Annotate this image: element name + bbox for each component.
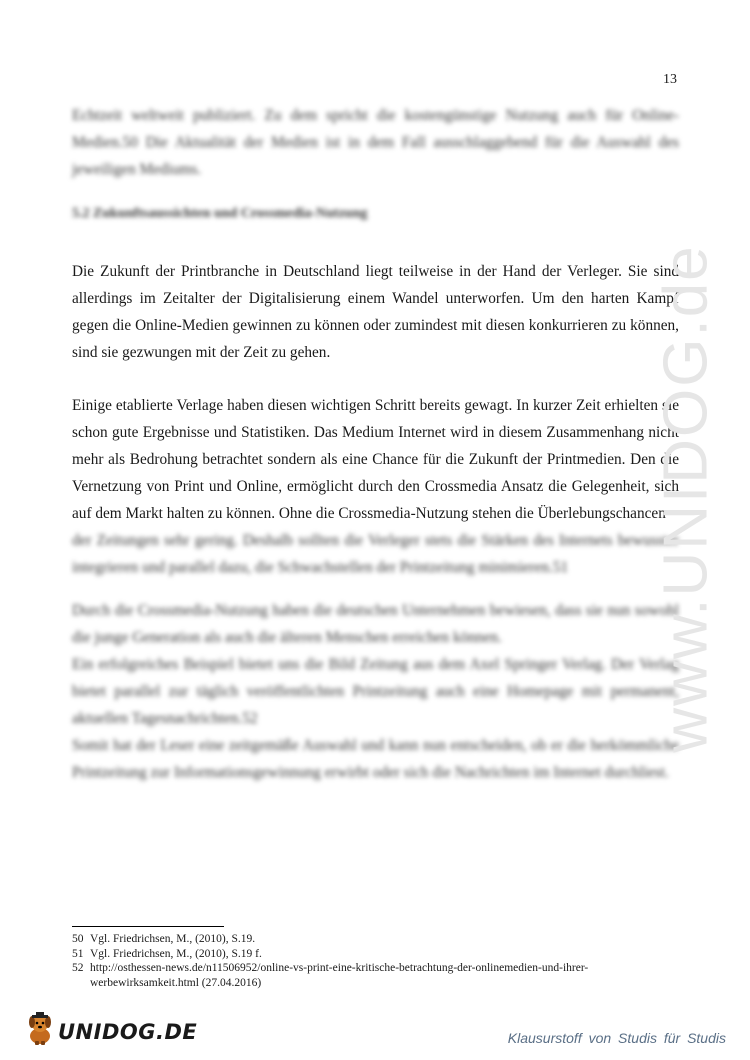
blurred-paragraph-top: Echtzeit weltweit publiziert. Zu dem spricht die kostengünstige Nutzung auch für Online-Medien.50 Die Aktualität der Medien ist in dem Fall ausschlaggebend für die Auswahl des jeweiligen Mediums. xyxy=(72,107,679,178)
footnote-51 xyxy=(72,947,672,962)
footnotes xyxy=(72,932,672,990)
blurred-paragraph-leser-auswahl: Somit hat der Leser eine zeitgemäße Auswahl und kann nun entscheiden, ob er die herkömmliche Printzeitung zur Informationsgewinnung erwirbt oder sich die Nachrichten im Internet durchliest. xyxy=(72,737,679,781)
footnote-divider xyxy=(72,926,224,927)
footnote-text: Vgl. Friedrichsen, M., (2010), S.19 f. xyxy=(90,947,262,960)
footnote-number: 50 xyxy=(72,933,84,945)
footnote-number: 51 xyxy=(72,947,84,960)
paragraph-etablierte-verlage-blurred: der Zeitungen sehr gering. Deshalb sollten die Verleger stets die Stärken des Internets bewusster integrieren und parallel dazu, die Schwachstellen der Printzeitung minimieren.51 xyxy=(72,532,679,576)
unidog-logo[interactable] xyxy=(24,1012,197,1046)
footnote-52 xyxy=(72,961,672,990)
footnote-number: 52 xyxy=(72,962,84,974)
paragraph-etablierte-verlage: Einige etablierte Verlage haben diesen wichtigen Schritt bereits gewagt. In kurzer Zeit erhielten sie schon gute Ergebnisse und Statistiken. Das Medium Internet wird in diesem Zusammenhang nicht mehr als Bedrohung betrachtet sondern als eine Chance für die Zukunft der Printmedien. Den die Vernetzung von Print und Online, ermöglicht durch den Crossmedia Ansatz die Gelegenheit, sich auf dem Markt halten zu können. Ohne die Crossmedia-Nutzung stehen die Überlebungschancen xyxy=(72,397,679,522)
page-number: 13 xyxy=(663,72,677,87)
section-heading: 5.2 Zukunftsaussichten und Crossmedia-Nutzung xyxy=(72,206,368,221)
watermark-text: www.UNIDOG.de xyxy=(651,243,721,753)
paragraph-zukunft-printbranche: Die Zukunft der Printbranche in Deutschland liegt teilweise in der Hand der Verleger. Sie sind allerdings im Zeitalter der Digitalisierung einem Wandel unterworfen. Um den harten Kampf gegen die Online-Medien gewinnen zu können oder zumindest mit diesen konkurrieren zu können, sind sie gezwungen mit der Zeit zu gehen. xyxy=(72,263,679,361)
blurred-paragraph-bild-zeitung: Ein erfolgreiches Beispiel bietet uns die Bild Zeitung aus dem Axel Springer Verlag. Der Verlag bietet parallel zur täglich veröffentlichten Printzeitung auch eine Homepage mit permanent, aktuellen Tagesnachrichten.52 xyxy=(72,656,679,727)
footnote-text: Vgl. Friedrichsen, M., (2010), S.19. xyxy=(90,933,256,945)
footnote-50 xyxy=(72,932,672,947)
logo-text: UNIDOG.DE xyxy=(58,1020,198,1044)
dog-mascot-icon xyxy=(24,1012,56,1046)
footer-slogan: Klausurstoff von Studis für Studis xyxy=(507,1030,726,1046)
blurred-paragraph-crossmedia: Durch die Crossmedia-Nutzung haben die deutschen Unternehmen bewiesen, dass sie nun sowohl die junge Generation als auch die älteren Menschen erreichen können. xyxy=(72,602,679,646)
footnote-link[interactable]: http://osthessen-news.de/n11506952/online-vs-print-eine-kritische-betrachtung-der-onlinemedien-und-ihrer-werbewirksamkeit.html (27.04.2016) xyxy=(90,962,589,989)
